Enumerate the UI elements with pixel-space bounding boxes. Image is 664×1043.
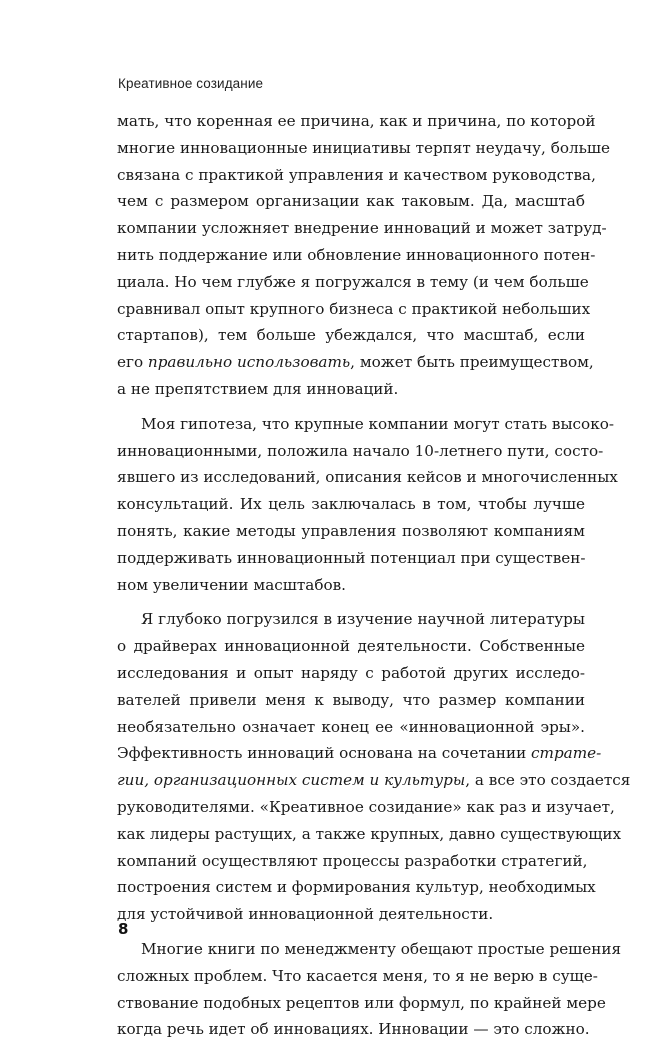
text-line: ствование подобных рецептов или формул, по крайней мере	[117, 993, 606, 1012]
emphasis: правильно использовать	[147, 353, 351, 372]
text-line: сравнивал опыт крупного бизнеса с практикой небольших	[117, 299, 591, 318]
text-line-with-emphasis	[117, 349, 594, 376]
emphasis: гии, организационных систем и культуры	[117, 771, 466, 790]
text-line-with-emphasis	[117, 740, 602, 767]
text-line: инновационными, положила начало 10-летнего пути, состо-	[117, 441, 604, 460]
text-line: явшего из исследований, описания кейсов и многочисленных	[117, 468, 618, 487]
running-head: Креативное созидание	[118, 76, 264, 91]
paragraph	[117, 936, 622, 1043]
text-line: а не препятствием для инноваций.	[117, 379, 399, 398]
paragraph	[117, 411, 618, 599]
text-line: нить поддержание или обновление инновационного потен-	[117, 245, 596, 264]
text-line: многие инновационные инициативы терпят неудачу, больше	[117, 138, 611, 157]
text-line: понять, какие методы управления позволяют компаниям	[117, 521, 585, 540]
text-line: поддерживать инновационный потенциал при существен-	[117, 548, 586, 567]
text-line: Многие книги по менеджменту обещают простые решения	[141, 939, 622, 958]
body-text	[117, 108, 631, 1043]
text-line: построения систем и формирования культур, необходимых	[117, 878, 596, 897]
text-line: необязательно означает конец ее «инновационной эры».	[117, 717, 585, 736]
text-line-with-emphasis	[117, 767, 631, 794]
text-line: вателей привели меня к выводу, что размер компании	[117, 690, 585, 709]
text-line: чем с размером организации как таковым. Да, масштаб	[117, 192, 585, 211]
text-segment: , а все это создается	[465, 771, 631, 790]
text-line: консультаций. Их цель заключалась в том, чтобы лучше	[117, 495, 585, 514]
text-line: исследования и опыт наряду с работой других исследо-	[117, 663, 585, 682]
text-segment: Эффективность инноваций основана на сочетании	[117, 744, 532, 763]
text-line: когда речь идет об инновациях. Инновации — это сложно.	[117, 1020, 590, 1039]
text-line: о драйверах инновационной деятельности. Собственные	[117, 637, 585, 656]
text-line: компаний осуществляют процессы разработки стратегий,	[117, 851, 588, 870]
text-line: стартапов), тем больше убеждался, что масштаб, если	[117, 326, 585, 345]
page-number: 8	[118, 920, 129, 938]
text-segment: , может быть преимуществом,	[350, 353, 594, 372]
text-line: циала. Но чем глубже я погружался в тему (и чем больше	[117, 272, 589, 291]
text-line: как лидеры растущих, а также крупных, давно существующих	[117, 824, 622, 843]
text-line: связана с практикой управления и качеством руководства,	[117, 165, 596, 184]
paragraph	[117, 606, 631, 928]
text-line: сложных проблем. Что касается меня, то я не верю в суще-	[117, 966, 598, 985]
text-line: ном увеличении масштабов.	[117, 575, 346, 594]
emphasis: страте-	[531, 744, 602, 763]
text-line: Моя гипотеза, что крупные компании могут стать высоко-	[141, 414, 614, 433]
text-line: руководителями. «Креативное созидание» как раз и изучает,	[117, 797, 615, 816]
text-line: Я глубоко погрузился в изучение научной литературы	[141, 610, 585, 629]
text-line: для устойчивой инновационной деятельности.	[117, 905, 494, 924]
text-line: мать, что коренная ее причина, как и причина, по которой	[117, 112, 596, 130]
paragraph	[117, 108, 611, 403]
text-line: компании усложняет внедрение инноваций и может затруд-	[117, 219, 607, 238]
text-segment: его	[117, 353, 148, 372]
